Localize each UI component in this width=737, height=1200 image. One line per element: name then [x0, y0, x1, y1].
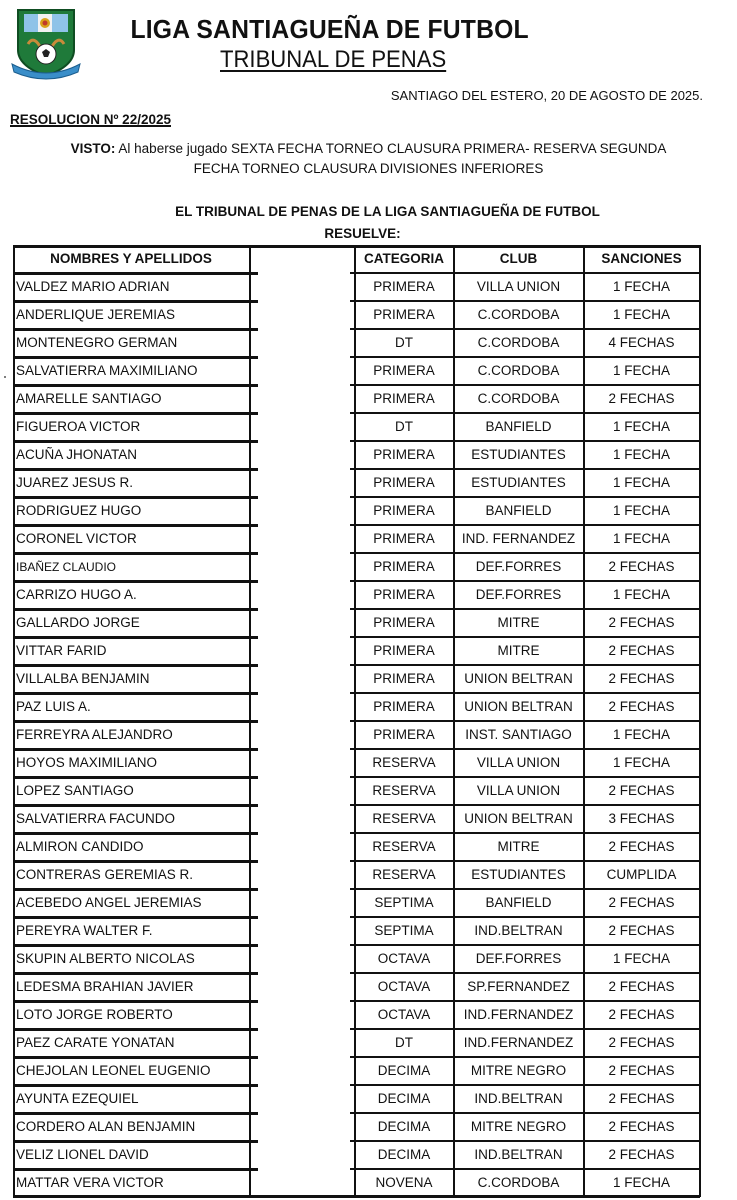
- row-divider: [350, 860, 700, 862]
- club-cell: MITRE: [497, 643, 540, 658]
- row-divider: [13, 888, 258, 891]
- name-cell: PAZ LUIS A.: [16, 699, 91, 714]
- row-divider: [13, 412, 258, 415]
- club-cell: ESTUDIANTES: [471, 447, 566, 462]
- category-cell: RESERVA: [372, 783, 436, 798]
- name-cell: AMARELLE SANTIAGO: [16, 391, 162, 406]
- table-row: [13, 665, 700, 693]
- row-divider: [350, 832, 700, 834]
- row-divider: [13, 300, 258, 303]
- name-cell: MONTENEGRO GERMAN: [16, 335, 178, 350]
- club-cell: IND.FERNANDEZ: [463, 1035, 574, 1050]
- row-divider: [350, 636, 700, 638]
- row-divider: [350, 608, 700, 610]
- table-row: [13, 609, 700, 637]
- sanction-cell: 2 FECHAS: [608, 615, 675, 630]
- category-cell: NOVENA: [375, 1175, 433, 1190]
- category-cell: DECIMA: [377, 1147, 431, 1162]
- category-cell: DECIMA: [377, 1063, 431, 1078]
- category-cell: PRIMERA: [373, 475, 435, 490]
- table-row: [13, 945, 700, 973]
- row-divider: [350, 1028, 700, 1030]
- row-divider: [350, 300, 700, 302]
- table-row: [13, 749, 700, 777]
- table-row: [13, 1057, 700, 1085]
- name-cell: FERREYRA ALEJANDRO: [16, 727, 173, 742]
- sanction-cell: 2 FECHAS: [608, 1119, 675, 1134]
- row-divider: [13, 272, 258, 275]
- name-cell: PEREYRA WALTER F.: [16, 923, 153, 938]
- table-row: [13, 441, 700, 469]
- name-cell: RODRIGUEZ HUGO: [16, 503, 142, 518]
- sanction-cell: 1 FECHA: [612, 447, 670, 462]
- club-cell: MITRE NEGRO: [470, 1063, 567, 1078]
- name-cell: MATTAR VERA VICTOR: [16, 1175, 164, 1190]
- category-cell: PRIMERA: [373, 391, 435, 406]
- club-cell: IND.BELTRAN: [474, 923, 563, 938]
- row-divider: [350, 412, 700, 414]
- row-divider: [350, 776, 700, 778]
- sanction-cell: 2 FECHAS: [608, 979, 675, 994]
- club-cell: DEF.FORRES: [475, 559, 562, 574]
- table-row: [13, 833, 700, 861]
- category-cell: DECIMA: [377, 1119, 431, 1134]
- name-cell: GALLARDO JORGE: [16, 615, 140, 630]
- row-divider: [13, 1028, 258, 1031]
- sanction-cell: 2 FECHAS: [608, 559, 675, 574]
- sanction-cell: 1 FECHA: [612, 279, 670, 294]
- row-divider: [350, 552, 700, 554]
- row-divider: [13, 860, 258, 863]
- row-divider: [13, 356, 258, 359]
- category-cell: PRIMERA: [373, 615, 435, 630]
- sanction-cell: 4 FECHAS: [608, 335, 675, 350]
- row-divider: [13, 636, 258, 639]
- table-row: [13, 497, 700, 525]
- club-cell: VILLA UNION: [476, 783, 561, 798]
- sanction-cell: 2 FECHAS: [608, 1147, 675, 1162]
- row-divider: [13, 496, 258, 499]
- category-cell: SEPTIMA: [374, 923, 434, 938]
- sanction-cell: 1 FECHA: [612, 363, 670, 378]
- row-divider: [350, 664, 700, 666]
- row-divider: [350, 1140, 700, 1142]
- club-cell: IND.FERNANDEZ: [463, 1007, 574, 1022]
- club-cell: VILLA UNION: [476, 279, 561, 294]
- column-header-category: CATEGORIA: [364, 251, 444, 266]
- name-cell: LOPEZ SANTIAGO: [16, 783, 134, 798]
- place-date: SANTIAGO DEL ESTERO, 20 DE AGOSTO DE 2025.: [390, 88, 703, 103]
- club-cell: MITRE: [497, 839, 540, 854]
- club-cell: ESTUDIANTES: [471, 475, 566, 490]
- name-cell: IBAÑEZ CLAUDIO: [16, 560, 117, 574]
- sanction-cell: 1 FECHA: [612, 475, 670, 490]
- name-cell: CARRIZO HUGO A.: [16, 587, 137, 602]
- row-divider: [350, 1168, 700, 1170]
- row-divider: [13, 972, 258, 975]
- category-cell: OCTAVA: [377, 979, 431, 994]
- category-cell: PRIMERA: [373, 363, 435, 378]
- row-divider: [350, 804, 700, 806]
- category-cell: PRIMERA: [373, 307, 435, 322]
- row-divider: [350, 580, 700, 582]
- name-cell: FIGUEROA VICTOR: [16, 419, 141, 434]
- club-cell: C.CORDOBA: [477, 335, 560, 350]
- row-divider: [350, 496, 700, 498]
- row-divider: [13, 328, 258, 331]
- category-cell: PRIMERA: [373, 699, 435, 714]
- table-row: [13, 805, 700, 833]
- visto-text-1: Al haberse jugado SEXTA FECHA TORNEO CLAUSURA PRIMERA- RESERVA SEGUNDA: [115, 141, 667, 156]
- table-border-bottom: [13, 1195, 700, 1198]
- sanction-cell: 1 FECHA: [612, 1175, 670, 1190]
- category-cell: PRIMERA: [373, 671, 435, 686]
- club-cell: SP.FERNANDEZ: [467, 979, 570, 994]
- row-divider: [13, 916, 258, 919]
- sanction-cell: 1 FECHA: [612, 727, 670, 742]
- category-cell: PRIMERA: [373, 279, 435, 294]
- category-cell: PRIMERA: [373, 531, 435, 546]
- table-row: [13, 525, 700, 553]
- name-cell: ACUÑA JHONATAN: [16, 447, 138, 462]
- row-divider: [13, 1056, 258, 1059]
- club-cell: BANFIELD: [485, 419, 552, 434]
- table-row: [13, 1085, 700, 1113]
- table-row: [13, 385, 700, 413]
- visto-line-1: [0, 139, 737, 159]
- club-cell: C.CORDOBA: [477, 1175, 560, 1190]
- row-divider: [13, 1168, 258, 1171]
- name-cell: SKUPIN ALBERTO NICOLAS: [16, 951, 195, 966]
- row-divider: [13, 608, 258, 611]
- category-cell: RESERVA: [372, 755, 436, 770]
- sanction-cell: 2 FECHAS: [608, 783, 675, 798]
- sanction-cell: 2 FECHAS: [608, 895, 675, 910]
- category-cell: OCTAVA: [377, 1007, 431, 1022]
- row-divider: [13, 1140, 258, 1143]
- club-cell: UNION BELTRAN: [464, 811, 573, 826]
- table-row: [13, 1001, 700, 1029]
- row-divider: [350, 524, 700, 526]
- sanction-cell: 1 FECHA: [612, 755, 670, 770]
- row-divider: [13, 720, 258, 723]
- category-cell: RESERVA: [372, 839, 436, 854]
- table-row: [13, 1141, 700, 1169]
- club-cell: BANFIELD: [485, 503, 552, 518]
- row-divider: [13, 692, 258, 695]
- sanction-cell: 2 FECHAS: [608, 839, 675, 854]
- club-cell: DEF.FORRES: [475, 951, 562, 966]
- club-cell: VILLA UNION: [476, 755, 561, 770]
- row-divider: [13, 468, 258, 471]
- name-cell: SALVATIERRA MAXIMILIANO: [16, 363, 198, 378]
- sanction-cell: 1 FECHA: [612, 307, 670, 322]
- category-cell: DT: [395, 335, 413, 350]
- club-cell: MITRE NEGRO: [470, 1119, 567, 1134]
- club-cell: ESTUDIANTES: [471, 867, 566, 882]
- name-cell: VITTAR FARID: [16, 643, 107, 658]
- name-cell: SALVATIERRA FACUNDO: [16, 811, 176, 826]
- row-divider: [13, 804, 258, 807]
- row-divider: [350, 972, 700, 974]
- category-cell: OCTAVA: [377, 951, 431, 966]
- sanction-cell: 1 FECHA: [612, 531, 670, 546]
- name-cell: PAEZ CARATE YONATAN: [16, 1035, 175, 1050]
- name-cell: CORONEL VICTOR: [16, 531, 137, 546]
- category-cell: DT: [395, 419, 413, 434]
- column-header-name: NOMBRES Y APELLIDOS: [50, 251, 212, 266]
- table-row: [13, 1029, 700, 1057]
- club-cell: INST. SANTIAGO: [465, 727, 572, 742]
- sanctions-table: [13, 245, 700, 1197]
- row-divider: [13, 384, 258, 387]
- category-cell: PRIMERA: [373, 503, 435, 518]
- row-divider: [13, 1084, 258, 1087]
- row-divider: [350, 384, 700, 386]
- table-row: [13, 637, 700, 665]
- category-cell: DECIMA: [377, 1091, 431, 1106]
- resolution-number: RESOLUCION Nº 22/2025: [10, 112, 171, 127]
- table-row: [13, 273, 700, 301]
- name-cell: VELIZ LIONEL DAVID: [16, 1147, 149, 1162]
- table-row: [13, 553, 700, 581]
- name-cell: VALDEZ MARIO ADRIAN: [16, 279, 170, 294]
- row-divider: [13, 664, 258, 667]
- name-cell: AYUNTA EZEQUIEL: [16, 1091, 139, 1106]
- sanction-cell: 2 FECHAS: [608, 1035, 675, 1050]
- category-cell: PRIMERA: [373, 643, 435, 658]
- name-cell: ALMIRON CANDIDO: [16, 839, 144, 854]
- club-cell: IND.BELTRAN: [474, 1147, 563, 1162]
- name-cell: LEDESMA BRAHIAN JAVIER: [16, 979, 194, 994]
- name-cell: ACEBEDO ANGEL JEREMIAS: [16, 895, 202, 910]
- row-divider: [13, 580, 258, 583]
- club-cell: C.CORDOBA: [477, 363, 560, 378]
- row-divider: [13, 748, 258, 751]
- scan-artifact: [4, 376, 6, 378]
- sanction-cell: 3 FECHAS: [608, 811, 675, 826]
- row-divider: [350, 748, 700, 750]
- club-cell: UNION BELTRAN: [464, 699, 573, 714]
- resuelve-heading: RESUELVE:: [324, 226, 401, 241]
- table-row: [13, 861, 700, 889]
- row-divider: [350, 440, 700, 442]
- table-row: [13, 581, 700, 609]
- sanction-cell: 2 FECHAS: [608, 391, 675, 406]
- sanction-cell: 2 FECHAS: [608, 643, 675, 658]
- sanction-cell: 2 FECHAS: [608, 1091, 675, 1106]
- name-cell: CONTRERAS GEREMIAS R.: [16, 867, 194, 882]
- sanction-cell: 1 FECHA: [612, 503, 670, 518]
- table-border-top: [13, 245, 700, 248]
- sanction-cell: 2 FECHAS: [608, 1007, 675, 1022]
- table-row: [13, 413, 700, 441]
- club-cell: C.CORDOBA: [477, 391, 560, 406]
- table-row: [13, 329, 700, 357]
- name-cell: HOYOS MAXIMILIANO: [16, 755, 158, 770]
- row-divider: [13, 776, 258, 779]
- club-cell: BANFIELD: [485, 895, 552, 910]
- row-divider: [13, 832, 258, 835]
- name-cell: CHEJOLAN LEONEL EUGENIO: [16, 1063, 211, 1078]
- club-cell: C.CORDOBA: [477, 307, 560, 322]
- club-cell: UNION BELTRAN: [464, 671, 573, 686]
- sanction-cell: 2 FECHAS: [608, 1063, 675, 1078]
- name-cell: LOTO JORGE ROBERTO: [16, 1007, 173, 1022]
- column-header-club: CLUB: [499, 251, 538, 266]
- name-cell: JUAREZ JESUS R.: [16, 475, 134, 490]
- table-row: [13, 777, 700, 805]
- table-row: [13, 889, 700, 917]
- category-cell: RESERVA: [372, 867, 436, 882]
- category-cell: SEPTIMA: [374, 895, 434, 910]
- category-cell: PRIMERA: [373, 447, 435, 462]
- visto-paragraph: [0, 139, 737, 179]
- table-row: [13, 973, 700, 1001]
- row-divider: [13, 440, 258, 443]
- row-divider: [350, 692, 700, 694]
- table-row: [13, 357, 700, 385]
- category-cell: PRIMERA: [373, 727, 435, 742]
- row-divider: [350, 916, 700, 918]
- club-cell: MITRE: [497, 615, 540, 630]
- column-header-sanction: SANCIONES: [601, 251, 682, 266]
- table-row: [13, 301, 700, 329]
- tribunal-heading: EL TRIBUNAL DE PENAS DE LA LIGA SANTIAGUEÑA DE FUTBOL: [175, 204, 600, 219]
- row-divider: [350, 1112, 700, 1114]
- category-cell: DT: [395, 1035, 413, 1050]
- name-cell: CORDERO ALAN BENJAMIN: [16, 1119, 196, 1134]
- row-divider: [350, 720, 700, 722]
- sanction-cell: 1 FECHA: [612, 587, 670, 602]
- row-divider: [350, 888, 700, 890]
- row-divider: [13, 552, 258, 555]
- department-title: TRIBUNAL DE PENAS: [220, 46, 447, 73]
- row-divider: [350, 272, 700, 274]
- name-cell: VILLALBA BENJAMIN: [16, 671, 150, 686]
- sanction-cell: 1 FECHA: [612, 419, 670, 434]
- row-divider: [350, 1084, 700, 1086]
- club-cell: IND. FERNANDEZ: [461, 531, 576, 546]
- row-divider: [13, 1112, 258, 1115]
- row-divider: [350, 1056, 700, 1058]
- row-divider: [350, 356, 700, 358]
- table-row: [13, 721, 700, 749]
- sanction-cell: 2 FECHAS: [608, 923, 675, 938]
- name-cell: ANDERLIQUE JEREMIAS: [16, 307, 176, 322]
- sanction-cell: 1 FECHA: [612, 951, 670, 966]
- sanction-cell: CUMPLIDA: [606, 867, 677, 882]
- row-divider: [350, 328, 700, 330]
- row-divider: [13, 1000, 258, 1003]
- club-cell: IND.BELTRAN: [474, 1091, 563, 1106]
- visto-line-2: FECHA TORNEO CLAUSURA DIVISIONES INFERIORES: [193, 161, 544, 176]
- sanction-cell: 2 FECHAS: [608, 699, 675, 714]
- table-header-row: [13, 245, 700, 273]
- table-row: [13, 1113, 700, 1141]
- row-divider: [350, 468, 700, 470]
- table-row: [13, 469, 700, 497]
- category-cell: RESERVA: [372, 811, 436, 826]
- table-row: [13, 693, 700, 721]
- category-cell: PRIMERA: [373, 559, 435, 574]
- category-cell: PRIMERA: [373, 587, 435, 602]
- visto-label: VISTO:: [70, 141, 116, 156]
- row-divider: [350, 1000, 700, 1002]
- row-divider: [350, 944, 700, 946]
- table-row: [13, 1169, 700, 1197]
- row-divider: [13, 524, 258, 527]
- row-divider: [13, 944, 258, 947]
- sanction-cell: 2 FECHAS: [608, 671, 675, 686]
- org-title: LIGA SANTIAGUEÑA DE FUTBOL: [130, 14, 530, 44]
- club-cell: DEF.FORRES: [475, 587, 562, 602]
- table-row: [13, 917, 700, 945]
